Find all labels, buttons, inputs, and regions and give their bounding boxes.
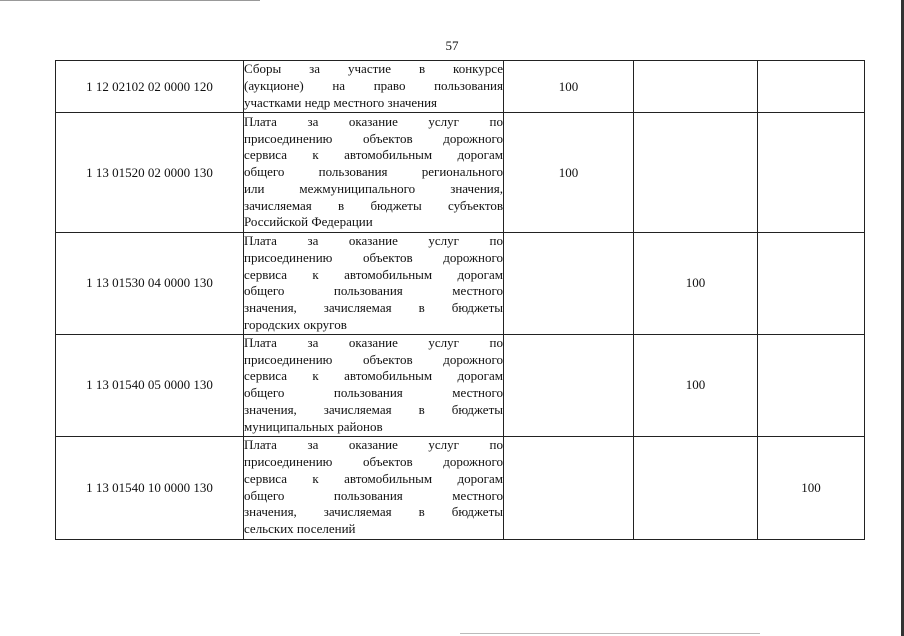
share-cell-2 — [634, 61, 758, 113]
revenue-code: 1 12 02102 02 0000 120 — [56, 61, 244, 113]
share-cell-3: 100 — [758, 436, 865, 539]
description-line: муниципальных районов — [244, 418, 383, 434]
share-cell-1 — [504, 436, 634, 539]
description-line: зачисляемая в бюджеты субъектов — [244, 197, 503, 213]
share-cell-1 — [504, 334, 634, 436]
description-line: сервиса к автомобильным дорогам — [244, 147, 503, 163]
description-line: общего пользования местного — [244, 283, 503, 299]
revenue-description — [244, 233, 504, 335]
description-line: Плата за оказание услуг по — [244, 233, 503, 248]
description-line: присоединению объектов дорожного — [244, 130, 503, 146]
description-line: Российской Федерации — [244, 214, 373, 230]
description-line: городских округов — [244, 316, 347, 332]
description-line: общего пользования регионального — [244, 164, 503, 180]
description-line: присоединению объектов дорожного — [244, 453, 503, 469]
description-line: Плата за оказание услуг по — [244, 334, 503, 350]
revenue-code: 1 13 01540 05 0000 130 — [56, 334, 244, 436]
description-line: Плата за оказание услуг по — [244, 113, 503, 129]
description-line: присоединению объектов дорожного — [244, 249, 503, 265]
share-cell-3 — [758, 334, 865, 436]
table-row — [56, 233, 865, 335]
revenue-description — [244, 61, 504, 113]
table-row — [56, 61, 865, 113]
revenue-description — [244, 334, 504, 436]
description-line: значения, зачисляемая в бюджеты — [244, 300, 503, 316]
description-line: Плата за оказание услуг по — [244, 437, 503, 453]
table-row — [56, 113, 865, 233]
share-cell-1: 100 — [504, 113, 634, 233]
scan-artifact-top — [0, 0, 260, 1]
description-line: или межмуниципального значения, — [244, 180, 503, 196]
revenue-code: 1 13 01520 02 0000 130 — [56, 113, 244, 233]
share-cell-1: 100 — [504, 61, 634, 113]
description-line: присоединению объектов дорожного — [244, 351, 503, 367]
share-cell-3 — [758, 61, 865, 113]
description-line: участками недр местного значения — [244, 94, 438, 110]
description-line: сельских поселений — [244, 521, 356, 537]
revenue-description — [244, 113, 504, 233]
share-cell-2: 100 — [634, 233, 758, 335]
description-line: сервиса к автомобильным дорогам — [244, 368, 503, 384]
description-line: значения, зачисляемая в бюджеты — [244, 401, 503, 417]
share-cell-3 — [758, 113, 865, 233]
description-line: (аукционе) на право пользования — [244, 78, 503, 94]
revenue-description — [244, 436, 504, 539]
share-cell-2 — [634, 113, 758, 233]
table-row — [56, 436, 865, 539]
description-line: сервиса к автомобильным дорогам — [244, 470, 503, 486]
description-line: значения, зачисляемая в бюджеты — [244, 504, 503, 520]
revenue-code: 1 13 01540 10 0000 130 — [56, 436, 244, 539]
description-line: сервиса к автомобильным дорогам — [244, 266, 503, 282]
share-cell-3 — [758, 233, 865, 335]
scan-artifact-bottom — [460, 633, 760, 634]
revenue-code: 1 13 01530 04 0000 130 — [56, 233, 244, 335]
share-cell-1 — [504, 233, 634, 335]
description-line: общего пользования местного — [244, 385, 503, 401]
description-line: Сборы за участие в конкурсе — [244, 61, 503, 77]
budget-classification-table — [55, 60, 865, 540]
share-cell-2 — [634, 436, 758, 539]
description-line: общего пользования местного — [244, 487, 503, 503]
table-row — [56, 334, 865, 436]
share-cell-2: 100 — [634, 334, 758, 436]
page-number: 57 — [445, 38, 459, 53]
